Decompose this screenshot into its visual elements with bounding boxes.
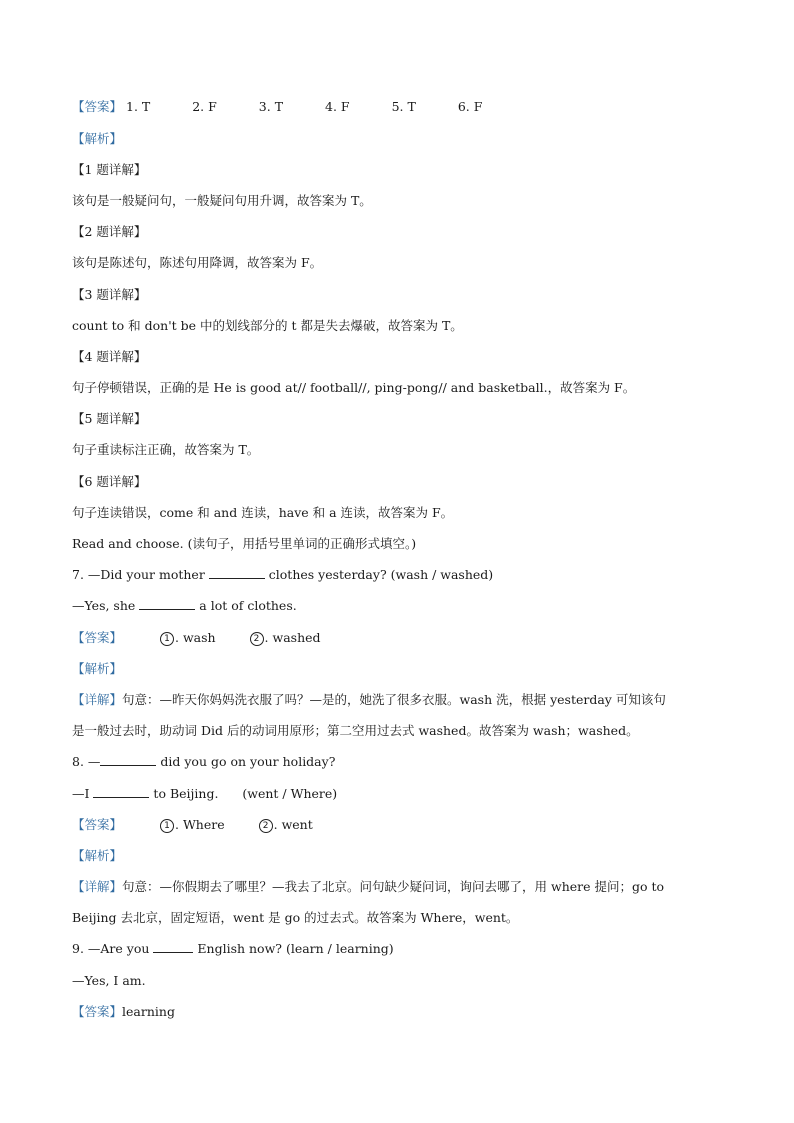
q8-answer-line: 【答案】 1 . Where 2 . went — [72, 817, 313, 832]
detail-head-6: 【6 题详解】 — [72, 474, 147, 489]
answer-tag: 【答案】 — [72, 630, 123, 645]
circled-number-2: 2 — [259, 819, 273, 833]
circled-number-1: 1 — [160, 632, 174, 646]
answer-tag: 【答案】 — [72, 1004, 123, 1019]
q8-answer-2: went — [281, 817, 313, 832]
q8-text-c: —I — [72, 786, 90, 801]
q9-text-b: English now? (learn / learning) — [197, 941, 394, 956]
analysis-tag: 【解析】 — [72, 848, 123, 863]
q8-detail-line1 — [72, 878, 724, 896]
q7-detail-text1: 句意：—昨天你妈妈洗衣服了吗？—是的，她洗了很多衣服。wash 洗，根据 yesterday 可知该句 — [122, 692, 666, 707]
q8-detail-text2: Beijing 去北京，固定短语，went 是 go 的过去式。故答案为 Where，went。 — [72, 910, 519, 925]
q7-detail-text2: 是一般过去时，助动词 Did 后的动词用原形；第二空用过去式 washed。故答案为 wash；washed。 — [72, 723, 639, 738]
q9-answer: learning — [122, 1004, 175, 1019]
q9-line1 — [72, 940, 724, 958]
q8-blank-1 — [100, 753, 156, 766]
q7-blank-1 — [209, 566, 265, 579]
detail-text-2: 该句是陈述句，陈述句用降调，故答案为 F。 — [72, 255, 323, 270]
detail-text-6: 句子连读错误，come 和 and 连读，have 和 a 连读，故答案为 F。 — [72, 505, 454, 520]
detail-head-1: 【1 题详解】 — [72, 162, 147, 177]
detail-head-4: 【4 题详解】 — [72, 349, 147, 364]
q7-answer-1: wash — [182, 630, 216, 645]
answer-5: 5. T — [391, 99, 416, 114]
q7-answer-2: washed — [272, 630, 321, 645]
detail-tag: 【详解】 — [72, 879, 123, 894]
detail-text-5: 句子重读标注正确，故答案为 T。 — [72, 442, 260, 457]
answer-tag: 【答案】 — [72, 817, 123, 832]
circled-number-2: 2 — [250, 632, 264, 646]
q7-text-a: 7. —Did your mother — [72, 567, 205, 582]
detail-text-1: 该句是一般疑问句，一般疑问句用升调，故答案为 T。 — [72, 193, 372, 208]
answer-1: 1. T — [126, 99, 151, 114]
q8-text-e: (went / Where) — [242, 786, 338, 801]
q8-line1 — [72, 753, 724, 771]
q7-line2 — [72, 597, 724, 615]
q7-detail-line1 — [72, 691, 724, 709]
q7-text-d: a lot of clothes. — [199, 598, 297, 613]
q7-answer-line: 【答案】 1 . wash 2 . washed — [72, 630, 321, 645]
q8-text-a: 8. — — [72, 754, 101, 769]
circled-number-1: 1 — [160, 819, 174, 833]
q7-line1 — [72, 566, 724, 584]
q7-blank-2 — [139, 597, 195, 610]
detail-tag: 【详解】 — [72, 692, 123, 707]
q9-blank-1 — [153, 940, 193, 953]
answer-3: 3. T — [258, 99, 284, 114]
answer-2: 2. F — [192, 99, 217, 114]
analysis-tag: 【解析】 — [72, 131, 123, 146]
q8-blank-2 — [93, 785, 149, 798]
answer-line-block1 — [72, 98, 724, 116]
q9-answer-line — [72, 1003, 724, 1021]
analysis-tag: 【解析】 — [72, 661, 123, 676]
q7-text-b: clothes yesterday? (wash / washed) — [268, 567, 494, 582]
section-title: Read and choose. (读句子，用括号里单词的正确形式填空。) — [72, 536, 417, 551]
detail-text-4: 句子停顿错误，正确的是 He is good at// football//, ping-pong// and basketball.，故答案为 F。 — [72, 380, 636, 395]
answer-tag: 【答案】 — [72, 99, 123, 114]
q8-text-b: did you go on your holiday? — [160, 754, 336, 769]
detail-head-2: 【2 题详解】 — [72, 224, 147, 239]
detail-text-3: count to 和 don't be 中的划线部分的 t 都是失去爆破，故答案为 T。 — [72, 318, 463, 333]
q8-detail-text1: 句意：—你假期去了哪里？—我去了北京。问句缺少疑问词，询问去哪了，用 where 提问；go to — [122, 879, 665, 894]
q8-answer-1: Where — [182, 817, 225, 832]
answer-4: 4. F — [325, 99, 350, 114]
q7-text-c: —Yes, she — [72, 598, 136, 613]
detail-head-3: 【3 题详解】 — [72, 287, 147, 302]
q8-line2 — [72, 785, 724, 803]
q9-line2: —Yes, I am. — [72, 973, 146, 988]
answer-6: 6. F — [457, 99, 483, 114]
q9-text-a: 9. —Are you — [72, 941, 150, 956]
q8-text-d: to Beijing. — [153, 786, 219, 801]
detail-head-5: 【5 题详解】 — [72, 411, 147, 426]
